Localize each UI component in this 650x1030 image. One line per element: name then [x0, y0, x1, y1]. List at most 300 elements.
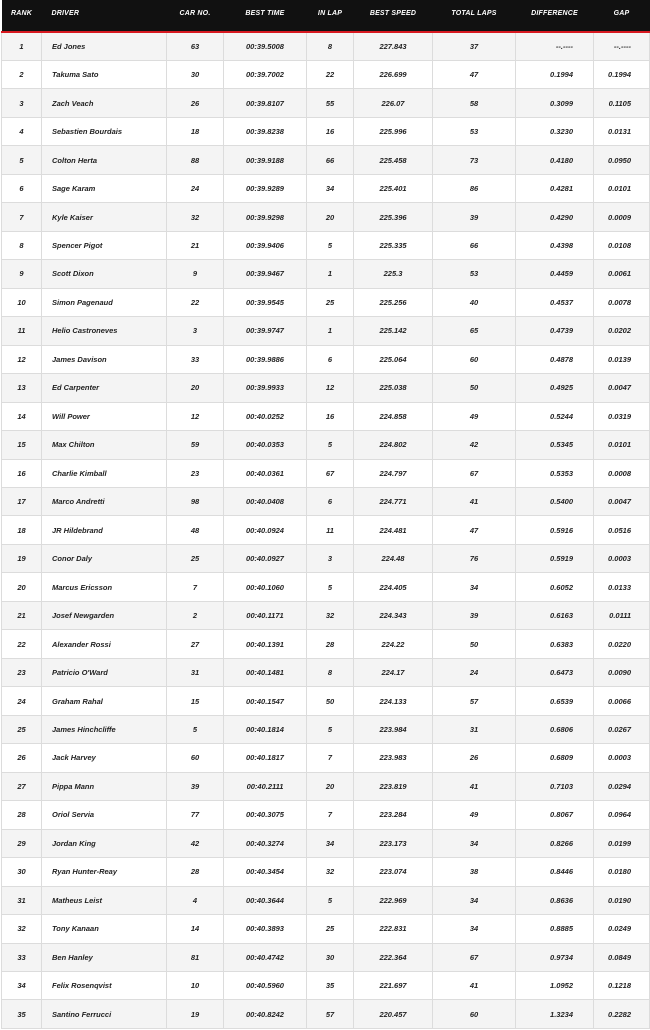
cell-difference: 0.8067 [516, 801, 594, 829]
cell-driver: Alexander Rossi [42, 630, 167, 658]
cell-best-time: 00:39.9747 [224, 317, 307, 345]
cell-driver: Colton Herta [42, 146, 167, 174]
cell-in-lap: 25 [307, 915, 354, 943]
cell-in-lap: 50 [307, 687, 354, 715]
cell-rank: 35 [2, 1000, 42, 1028]
cell-difference: 0.6473 [516, 658, 594, 686]
cell-car-no: 77 [167, 801, 224, 829]
table-row [2, 886, 650, 914]
cell-best-speed: 220.457 [354, 1000, 433, 1028]
cell-best-time: 00:40.0361 [224, 459, 307, 487]
cell-driver: Ed Carpenter [42, 374, 167, 402]
cell-rank: 14 [2, 402, 42, 430]
cell-rank: 23 [2, 658, 42, 686]
cell-car-no: 19 [167, 1000, 224, 1028]
header-row [2, 0, 650, 32]
cell-difference: 0.4459 [516, 260, 594, 288]
cell-car-no: 22 [167, 288, 224, 316]
table-row [2, 1000, 650, 1028]
cell-car-no: 10 [167, 971, 224, 999]
cell-rank: 21 [2, 601, 42, 629]
col-header-total-laps[interactable]: TOTAL LAPS [433, 0, 516, 32]
results-table-container [1, 0, 649, 1029]
cell-best-speed: 223.819 [354, 772, 433, 800]
table-row [2, 715, 650, 743]
cell-gap: 0.0139 [594, 345, 650, 373]
cell-driver: Ryan Hunter-Reay [42, 858, 167, 886]
table-row [2, 544, 650, 572]
cell-best-time: 00:40.3893 [224, 915, 307, 943]
cell-total-laps: 60 [433, 1000, 516, 1028]
cell-total-laps: 41 [433, 772, 516, 800]
cell-rank: 29 [2, 829, 42, 857]
cell-difference: --.---- [516, 32, 594, 60]
cell-best-time: 00:39.9188 [224, 146, 307, 174]
cell-driver: JR Hildebrand [42, 516, 167, 544]
table-row [2, 317, 650, 345]
cell-car-no: 33 [167, 345, 224, 373]
cell-best-speed: 225.401 [354, 174, 433, 202]
cell-total-laps: 39 [433, 601, 516, 629]
cell-total-laps: 53 [433, 260, 516, 288]
cell-difference: 0.5345 [516, 431, 594, 459]
cell-gap: 0.0101 [594, 431, 650, 459]
cell-car-no: 60 [167, 744, 224, 772]
cell-total-laps: 67 [433, 459, 516, 487]
cell-rank: 20 [2, 573, 42, 601]
cell-driver: Patricio O'Ward [42, 658, 167, 686]
col-header-best-speed[interactable]: BEST SPEED [354, 0, 433, 32]
col-header-difference[interactable]: DIFFERENCE [516, 0, 594, 32]
cell-total-laps: 38 [433, 858, 516, 886]
cell-gap: 0.0090 [594, 658, 650, 686]
cell-rank: 7 [2, 203, 42, 231]
cell-best-time: 00:39.8107 [224, 89, 307, 117]
cell-total-laps: 60 [433, 345, 516, 373]
cell-in-lap: 7 [307, 801, 354, 829]
cell-gap: 0.0101 [594, 174, 650, 202]
cell-rank: 6 [2, 174, 42, 202]
cell-driver: Marco Andretti [42, 488, 167, 516]
cell-in-lap: 11 [307, 516, 354, 544]
cell-difference: 0.5916 [516, 516, 594, 544]
cell-total-laps: 65 [433, 317, 516, 345]
cell-in-lap: 34 [307, 174, 354, 202]
cell-total-laps: 58 [433, 89, 516, 117]
table-header [2, 0, 650, 32]
cell-driver: Zach Veach [42, 89, 167, 117]
cell-car-no: 31 [167, 658, 224, 686]
cell-gap: 0.0066 [594, 687, 650, 715]
cell-car-no: 32 [167, 203, 224, 231]
table-row [2, 573, 650, 601]
cell-gap: 0.1218 [594, 971, 650, 999]
cell-best-speed: 224.405 [354, 573, 433, 601]
cell-car-no: 23 [167, 459, 224, 487]
cell-best-speed: 224.17 [354, 658, 433, 686]
cell-rank: 18 [2, 516, 42, 544]
cell-best-speed: 223.984 [354, 715, 433, 743]
cell-gap: 0.0249 [594, 915, 650, 943]
cell-best-time: 00:40.3075 [224, 801, 307, 829]
cell-best-time: 00:39.5008 [224, 32, 307, 60]
cell-best-speed: 223.173 [354, 829, 433, 857]
cell-car-no: 14 [167, 915, 224, 943]
cell-best-speed: 225.3 [354, 260, 433, 288]
cell-total-laps: 53 [433, 117, 516, 145]
cell-rank: 25 [2, 715, 42, 743]
cell-gap: 0.0078 [594, 288, 650, 316]
cell-best-time: 00:39.9933 [224, 374, 307, 402]
cell-in-lap: 1 [307, 260, 354, 288]
cell-total-laps: 41 [433, 971, 516, 999]
cell-best-speed: 227.843 [354, 32, 433, 60]
cell-driver: Marcus Ericsson [42, 573, 167, 601]
cell-driver: Simon Pagenaud [42, 288, 167, 316]
cell-driver: Pippa Mann [42, 772, 167, 800]
cell-total-laps: 41 [433, 488, 516, 516]
cell-gap: 0.0003 [594, 544, 650, 572]
col-header-driver[interactable]: DRIVER [42, 0, 167, 32]
cell-total-laps: 73 [433, 146, 516, 174]
cell-gap: 0.0131 [594, 117, 650, 145]
col-header-in-lap[interactable]: IN LAP [307, 0, 354, 32]
cell-driver: Graham Rahal [42, 687, 167, 715]
cell-difference: 0.4398 [516, 231, 594, 259]
table-row [2, 146, 650, 174]
cell-in-lap: 20 [307, 772, 354, 800]
cell-best-time: 00:40.1814 [224, 715, 307, 743]
cell-car-no: 15 [167, 687, 224, 715]
cell-rank: 4 [2, 117, 42, 145]
cell-driver: Jordan King [42, 829, 167, 857]
cell-difference: 0.4537 [516, 288, 594, 316]
cell-total-laps: 66 [433, 231, 516, 259]
table-row [2, 431, 650, 459]
cell-best-speed: 224.343 [354, 601, 433, 629]
cell-difference: 0.4180 [516, 146, 594, 174]
cell-total-laps: 47 [433, 60, 516, 88]
cell-best-time: 00:39.9298 [224, 203, 307, 231]
cell-in-lap: 28 [307, 630, 354, 658]
cell-driver: Max Chilton [42, 431, 167, 459]
cell-car-no: 39 [167, 772, 224, 800]
cell-total-laps: 34 [433, 829, 516, 857]
cell-in-lap: 16 [307, 117, 354, 145]
cell-driver: Matheus Leist [42, 886, 167, 914]
cell-difference: 1.0952 [516, 971, 594, 999]
cell-best-time: 00:39.9886 [224, 345, 307, 373]
cell-gap: 0.0061 [594, 260, 650, 288]
cell-rank: 30 [2, 858, 42, 886]
table-row [2, 402, 650, 430]
cell-total-laps: 49 [433, 402, 516, 430]
cell-car-no: 4 [167, 886, 224, 914]
cell-driver: Felix Rosenqvist [42, 971, 167, 999]
table-row [2, 374, 650, 402]
cell-in-lap: 67 [307, 459, 354, 487]
cell-total-laps: 34 [433, 573, 516, 601]
cell-best-speed: 225.396 [354, 203, 433, 231]
cell-car-no: 7 [167, 573, 224, 601]
cell-difference: 0.3099 [516, 89, 594, 117]
cell-driver: Sage Karam [42, 174, 167, 202]
cell-gap: 0.1994 [594, 60, 650, 88]
cell-gap: 0.0849 [594, 943, 650, 971]
cell-total-laps: 50 [433, 630, 516, 658]
cell-best-speed: 225.142 [354, 317, 433, 345]
cell-best-speed: 223.284 [354, 801, 433, 829]
cell-in-lap: 35 [307, 971, 354, 999]
cell-best-time: 00:40.1817 [224, 744, 307, 772]
cell-best-time: 00:40.8242 [224, 1000, 307, 1028]
cell-difference: 0.3230 [516, 117, 594, 145]
cell-best-time: 00:39.9545 [224, 288, 307, 316]
cell-rank: 26 [2, 744, 42, 772]
cell-difference: 0.4878 [516, 345, 594, 373]
cell-in-lap: 32 [307, 858, 354, 886]
cell-driver: James Davison [42, 345, 167, 373]
cell-driver: Scott Dixon [42, 260, 167, 288]
table-row [2, 630, 650, 658]
cell-best-speed: 225.996 [354, 117, 433, 145]
cell-gap: 0.2282 [594, 1000, 650, 1028]
cell-total-laps: 31 [433, 715, 516, 743]
cell-rank: 2 [2, 60, 42, 88]
cell-best-time: 00:40.1060 [224, 573, 307, 601]
cell-difference: 0.9734 [516, 943, 594, 971]
cell-rank: 31 [2, 886, 42, 914]
cell-gap: 0.0516 [594, 516, 650, 544]
cell-car-no: 20 [167, 374, 224, 402]
cell-in-lap: 6 [307, 345, 354, 373]
cell-car-no: 27 [167, 630, 224, 658]
table-row [2, 801, 650, 829]
cell-difference: 0.6163 [516, 601, 594, 629]
cell-rank: 28 [2, 801, 42, 829]
cell-driver: Charlie Kimball [42, 459, 167, 487]
cell-total-laps: 40 [433, 288, 516, 316]
cell-in-lap: 5 [307, 715, 354, 743]
cell-best-speed: 224.771 [354, 488, 433, 516]
cell-car-no: 28 [167, 858, 224, 886]
cell-best-speed: 225.335 [354, 231, 433, 259]
cell-best-time: 00:40.3274 [224, 829, 307, 857]
cell-difference: 0.6809 [516, 744, 594, 772]
cell-rank: 19 [2, 544, 42, 572]
cell-gap: 0.0047 [594, 488, 650, 516]
cell-car-no: 12 [167, 402, 224, 430]
table-row [2, 117, 650, 145]
cell-total-laps: 39 [433, 203, 516, 231]
cell-in-lap: 6 [307, 488, 354, 516]
cell-best-time: 00:40.1391 [224, 630, 307, 658]
table-row [2, 516, 650, 544]
cell-total-laps: 42 [433, 431, 516, 459]
cell-best-time: 00:39.8238 [224, 117, 307, 145]
cell-in-lap: 32 [307, 601, 354, 629]
col-header-car-no[interactable]: CAR NO. [167, 0, 224, 32]
cell-best-speed: 223.074 [354, 858, 433, 886]
cell-best-time: 00:40.0924 [224, 516, 307, 544]
cell-difference: 1.3234 [516, 1000, 594, 1028]
cell-difference: 0.8885 [516, 915, 594, 943]
cell-driver: James Hinchcliffe [42, 715, 167, 743]
cell-rank: 10 [2, 288, 42, 316]
cell-best-speed: 224.797 [354, 459, 433, 487]
table-row [2, 203, 650, 231]
cell-difference: 0.4925 [516, 374, 594, 402]
cell-best-speed: 225.458 [354, 146, 433, 174]
cell-driver: Will Power [42, 402, 167, 430]
cell-in-lap: 57 [307, 1000, 354, 1028]
cell-best-time: 00:40.1171 [224, 601, 307, 629]
table-row [2, 488, 650, 516]
table-row [2, 687, 650, 715]
cell-driver: Josef Newgarden [42, 601, 167, 629]
cell-difference: 0.5919 [516, 544, 594, 572]
table-row [2, 459, 650, 487]
cell-gap: --.---- [594, 32, 650, 60]
cell-difference: 0.4281 [516, 174, 594, 202]
table-row [2, 89, 650, 117]
cell-rank: 9 [2, 260, 42, 288]
cell-gap: 0.0294 [594, 772, 650, 800]
cell-gap: 0.0964 [594, 801, 650, 829]
cell-car-no: 30 [167, 60, 224, 88]
cell-difference: 0.4290 [516, 203, 594, 231]
cell-gap: 0.0190 [594, 886, 650, 914]
table-row [2, 858, 650, 886]
cell-difference: 0.6052 [516, 573, 594, 601]
cell-driver: Ed Jones [42, 32, 167, 60]
cell-in-lap: 7 [307, 744, 354, 772]
cell-best-speed: 225.256 [354, 288, 433, 316]
cell-rank: 13 [2, 374, 42, 402]
table-row [2, 971, 650, 999]
cell-in-lap: 55 [307, 89, 354, 117]
cell-difference: 0.5353 [516, 459, 594, 487]
cell-best-time: 00:40.0353 [224, 431, 307, 459]
cell-rank: 24 [2, 687, 42, 715]
cell-best-speed: 222.831 [354, 915, 433, 943]
cell-difference: 0.4739 [516, 317, 594, 345]
cell-gap: 0.0008 [594, 459, 650, 487]
cell-best-time: 00:40.0927 [224, 544, 307, 572]
cell-gap: 0.0220 [594, 630, 650, 658]
cell-gap: 0.0111 [594, 601, 650, 629]
cell-rank: 1 [2, 32, 42, 60]
cell-gap: 0.0202 [594, 317, 650, 345]
cell-driver: Takuma Sato [42, 60, 167, 88]
table-row [2, 60, 650, 88]
cell-best-time: 00:40.3644 [224, 886, 307, 914]
cell-rank: 5 [2, 146, 42, 174]
cell-best-time: 00:40.2111 [224, 772, 307, 800]
table-body [2, 32, 650, 1028]
cell-rank: 34 [2, 971, 42, 999]
cell-difference: 0.1994 [516, 60, 594, 88]
cell-in-lap: 5 [307, 573, 354, 601]
table-row [2, 231, 650, 259]
cell-difference: 0.6383 [516, 630, 594, 658]
table-row [2, 658, 650, 686]
cell-in-lap: 5 [307, 886, 354, 914]
col-header-best-time[interactable]: BEST TIME [224, 0, 307, 32]
cell-best-time: 00:40.5960 [224, 971, 307, 999]
cell-car-no: 98 [167, 488, 224, 516]
cell-car-no: 18 [167, 117, 224, 145]
cell-difference: 0.8446 [516, 858, 594, 886]
cell-driver: Helio Castroneves [42, 317, 167, 345]
cell-best-speed: 221.697 [354, 971, 433, 999]
cell-in-lap: 5 [307, 431, 354, 459]
cell-best-time: 00:40.1481 [224, 658, 307, 686]
cell-driver: Spencer Pigot [42, 231, 167, 259]
cell-total-laps: 24 [433, 658, 516, 686]
cell-difference: 0.5244 [516, 402, 594, 430]
cell-rank: 17 [2, 488, 42, 516]
table-row [2, 829, 650, 857]
cell-gap: 0.0267 [594, 715, 650, 743]
table-row [2, 345, 650, 373]
cell-total-laps: 49 [433, 801, 516, 829]
cell-best-speed: 225.038 [354, 374, 433, 402]
cell-car-no: 81 [167, 943, 224, 971]
table-row [2, 744, 650, 772]
cell-in-lap: 20 [307, 203, 354, 231]
cell-gap: 0.0108 [594, 231, 650, 259]
col-header-rank[interactable]: RANK [2, 0, 42, 32]
cell-gap: 0.0319 [594, 402, 650, 430]
cell-car-no: 59 [167, 431, 224, 459]
cell-in-lap: 3 [307, 544, 354, 572]
cell-best-speed: 224.481 [354, 516, 433, 544]
cell-best-speed: 223.983 [354, 744, 433, 772]
cell-in-lap: 5 [307, 231, 354, 259]
cell-best-time: 00:40.0252 [224, 402, 307, 430]
cell-driver: Conor Daly [42, 544, 167, 572]
table-row [2, 915, 650, 943]
cell-difference: 0.7103 [516, 772, 594, 800]
cell-rank: 8 [2, 231, 42, 259]
table-row [2, 288, 650, 316]
cell-total-laps: 47 [433, 516, 516, 544]
table-row [2, 943, 650, 971]
cell-in-lap: 66 [307, 146, 354, 174]
col-header-gap[interactable]: GAP [594, 0, 650, 32]
cell-gap: 0.0009 [594, 203, 650, 231]
cell-car-no: 2 [167, 601, 224, 629]
cell-car-no: 48 [167, 516, 224, 544]
cell-best-speed: 226.699 [354, 60, 433, 88]
cell-best-time: 00:39.9289 [224, 174, 307, 202]
cell-best-time: 00:40.1547 [224, 687, 307, 715]
cell-best-time: 00:40.3454 [224, 858, 307, 886]
cell-best-speed: 224.802 [354, 431, 433, 459]
cell-best-speed: 225.064 [354, 345, 433, 373]
cell-car-no: 3 [167, 317, 224, 345]
cell-in-lap: 22 [307, 60, 354, 88]
table-row [2, 174, 650, 202]
cell-rank: 32 [2, 915, 42, 943]
cell-gap: 0.0133 [594, 573, 650, 601]
cell-rank: 16 [2, 459, 42, 487]
cell-best-speed: 226.07 [354, 89, 433, 117]
cell-best-speed: 222.969 [354, 886, 433, 914]
cell-difference: 0.6539 [516, 687, 594, 715]
cell-best-time: 00:40.0408 [224, 488, 307, 516]
